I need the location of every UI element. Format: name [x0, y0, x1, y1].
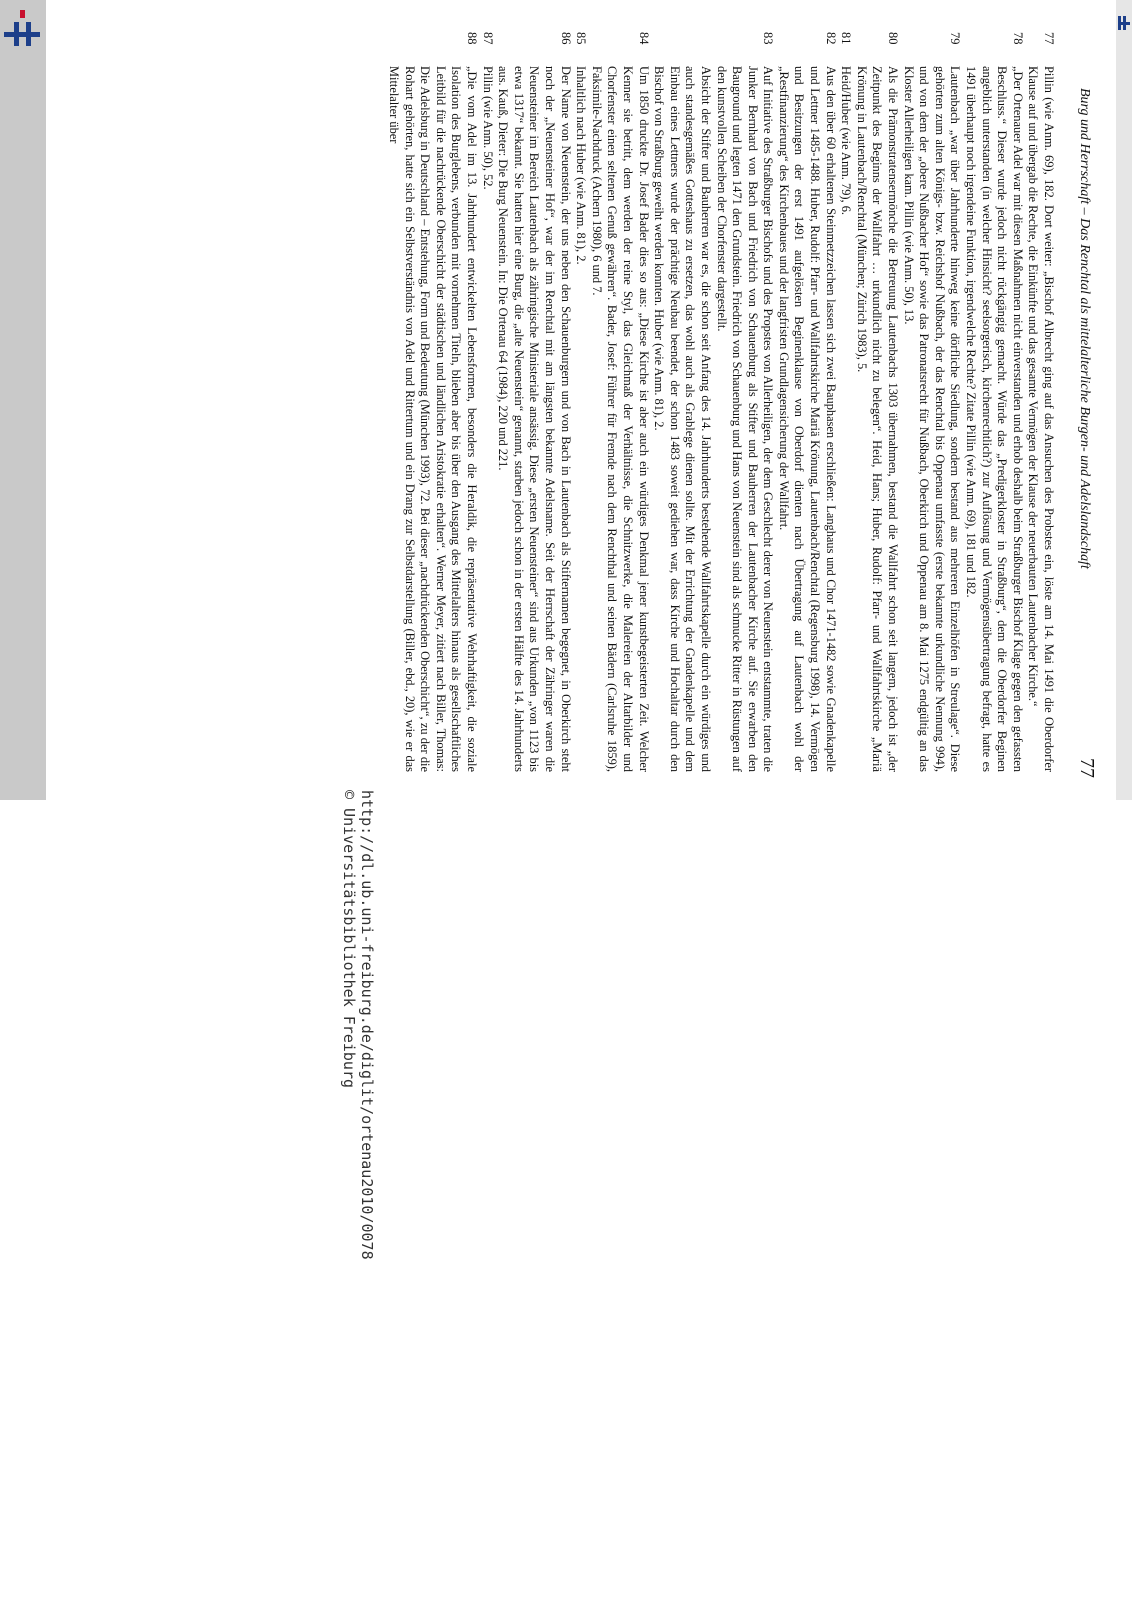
- footnote-text: Heid/Huber (wie Anm. 79), 6.: [839, 66, 854, 216]
- library-logo-icon[interactable]: [2, 4, 42, 52]
- footnote: [900, 32, 962, 772]
- footnote-number: 84: [636, 32, 651, 45]
- footnote-number: 86: [558, 32, 573, 45]
- footnote-text: Pillin (wie Anm. 50), 52.: [480, 66, 495, 190]
- footnote: [962, 32, 1024, 772]
- footnote-text: Pillin (wie Anm. 69), 182. Dort weiter: „Bischof Albrecht ging auf das Ansuchen des Probstes ein, löste am 14. Mai 1491 die Oberdorfer Klause auf und übergab die Rechte, die Einkünfte und das gesamte Vermögen der Klause der neuerbauten Lautenbacher Kirche.“: [1026, 66, 1056, 772]
- logo-fragment-icon: [1118, 16, 1130, 30]
- footnote-number: 80: [886, 32, 901, 45]
- footnote: [573, 32, 589, 772]
- footnote-text: Auf Initiative des Straßburger Bischofs und des Propstes von Allerheiligen, der dem Geschlecht derer von Neuenstein entstammte, traten die Junker Bernhard von Bach und Friedrich von Schauenburg als Stifter und Bauherren der Lautenbacher Kirche auf. Sie erwarben den Bauground und legten 1471 den Grundstein. Friedrich von Schauenburg und Hans von Neuenstein sind als schmucke Ritter in Rüstungen auf den kunstvollen Scheiben der Chorfenster dargestellt.: [714, 66, 776, 772]
- watermark-url[interactable]: http://dl.ub.uni-freiburg.de/diglit/ortenau2010/0078: [358, 790, 376, 1260]
- footnote-number: 82: [823, 32, 838, 45]
- footnote: [1025, 32, 1056, 772]
- footnote-number: [651, 32, 713, 66]
- rotated-page-content: [92, 20, 1100, 780]
- footnote: [651, 32, 713, 772]
- footnote: [495, 32, 573, 772]
- footnote-number: 83: [761, 32, 776, 45]
- footnote-text: Inhaltlich nach Huber (wie Anm. 81), 2.: [574, 66, 589, 265]
- running-header: [1070, 20, 1100, 780]
- page-number: 77: [1076, 758, 1098, 778]
- footnotes: [385, 32, 1056, 772]
- footnote-number: 88: [465, 32, 480, 45]
- footnote-number: 77: [1042, 32, 1056, 45]
- running-title: Burg und Herrschaft – Das Renchtal als mittelalterliche Burgen- und Adelslandschaft: [1077, 88, 1092, 569]
- footnote-text: „Die vom Adel im 13. Jahrhundert entwickelten Lebensformen, besonders die Heraldik, die repräsentative Wehrhaftigkeit, die soziale Isolation des Burglebens, verbunden mit vornehmen Titeln, blieben aber bis über den Ausgang des Mittelalters hinaus als gesellschaftliches Leitbild für die nachrückende Oberschicht der städtischen und ländlichen Aristokratie erhalten“. Werner Meyer, zitiert nach Biller, Thomas: Die Adelsburg in Deutschland – Entstehung, Form und Bedeutung (München 1993), 72. Bei dieser „nachdrückenden Oberschicht“, zu der die Rohart gehörten, hatte sich ein Selbstverständnis von Adel und Rittertum und ein Drang zur Selbstdarstellung (Biller, ebd., 20), wie er das Mittelalter über: [387, 66, 480, 772]
- footnote: [775, 32, 837, 772]
- footnote: [385, 32, 479, 772]
- footnote-number: 85: [574, 32, 589, 45]
- watermark-copyright: © Universitätsbibliothek Freiburg: [340, 790, 358, 1089]
- footnote-text: Der Name von Neuenstein, der uns neben den Schauenburgern und von Bach in Lautenbach als Stifternamen begegnet, in Oberkirch steht noch der „Neuensteiner Hof“, war der im Renchtal mit am längsten bekannte Adelsname. Seit der Herrschaft der Zähringer waren die Neuensteiner im Bereich Lautenbach als zähringische Ministeriale ansässig. Diese „ersten Neuensteiner“ sind aus Urkunden „von 1123 bis etwa 1317“ bekannt. Sie hatten hier eine Burg, die „alte Neuenstein“ genannt, starben jedoch schon in der ersten Hälfte des 14. Jahrhunderts aus. Kauß, Dieter: Die Burg Neuenstein. In: Die Ortenau 64 (1984), 220 und 221.: [496, 66, 573, 772]
- footnote-text: Als die Prämonstratensermönche die Betreuung Lautenbachs 1303 übernahmen, bestand die Wallfahrt schon seit langem, jedoch ist „der Zeitpunkt des Beginns der Wallfahrt … urkundlich nicht zu belegen“. Heid, Hans; Huber, Rudolf: Pfarr- und Wallfahrtskirche „Mariä Krönung in Lautenbach/Renchtal (München; Zürich 1983), 5.: [854, 66, 901, 772]
- footnote: [588, 32, 650, 772]
- footnote-number: 81: [839, 32, 854, 45]
- footnote-number: 78: [1010, 32, 1025, 45]
- viewer-left-rail: [0, 0, 46, 800]
- footnote-text: Um 1850 druckte Dr. Josef Bader dies so aus: „Diese Kirche ist aber auch ein würdiges Denkmal jener kunstbegeisterten Zeit. Welcher Kenner sie betritt, dem werden der reine Styl, das Gleichmaß der Verhältnisse, die Schnitzwerke, die Malereien der Altarbilder und Chorfenster einen seltenen Genuß gewähren“. Bader, Josef: Führer für Fremde nach dem Renchthal und seinen Bädern (Carlsruhe 1859), Faksimile-Nachdruck (Achern 1980), 6 und 7.: [589, 66, 651, 772]
- footnote-text: Lautenbach „war über Jahrhunderte hinweg keine dörfliche Siedlung, sondern bestand aus mehreren Einzelhöfen in Streulage“. Diese gehörten zum alten Königs- bzw. Reichshof Nußbach, der das Renchtal bis Oppenau umfasste (erste bekannte urkundliche Nennung 994), und von dem der „obere Nußbacher Hof“ sowie das Patronatsrecht für Nußbach, Oberkirch und Oppenau am 8. Mai 1275 endgültig an das Kloster Allerheiligen kam. Pillin (wie Anm. 50), 13.: [901, 66, 963, 772]
- footnote: [838, 32, 854, 772]
- footnote-text: Absicht der Stifter und Bauherren war es, die schon seit Anfang des 14. Jahrhunderts bestehende Wallfahrtskapelle durch ein würdiges und auch standesgemäßes Gotteshaus zu ersetzen, das wohl auch als Grablege dienen sollte. Mit der Errichtung der Gnadenkapelle und dem Einbau eines Lettners wurde der prächtige Neubau beendet, der schon 1483 soweit gediehen war, dass Kirche und Hochaltar durch den Bischof von Straßburg geweiht werden konnten. Huber (wie Anm. 81), 2.: [652, 66, 713, 772]
- watermark: [340, 790, 380, 1600]
- page-edge-strip: [1116, 0, 1132, 800]
- footnote: [479, 32, 495, 772]
- footnote: [713, 32, 775, 772]
- footnote-number: 79: [948, 32, 963, 45]
- footnote-text: „Der Ortenauer Adel war mit diesen Maßnahmen nicht einverstanden und erhob deshalb beim Straßburger Bischof Klage gegen den gefassten Beschluss.“ Dieser wurde jedoch nicht rückgängig gemacht. Würde das „Predigerkloster in Straßburg“, dem die Oberdorfer Beginen angeblich unterstanden (in welcher Hinsicht? seelsorgerisch, kirchenrechtlich?) zur Auflösung und Vermögensübertragung befragt, hatte es 1491 überhaupt noch irgendeine Funktion, irgendwelche Rechte? Zitate Pillin (wie Anm. 69), 181 und 182.: [964, 66, 1025, 772]
- footnote-number: 87: [480, 32, 495, 45]
- footnote: [853, 32, 900, 772]
- footnote-text: Aus den über 60 erhaltenen Steinmetzzeichen lassen sich zwei Bauphasen erschließen: Langhaus und Chor 1471-1482 sowie Gnadenkapelle und Lettner 1485-1488. Huber, Rudolf: Pfarr- und Wallfahrtskirche Mariä Krönung, Lautenbach/Renchtal (Regensburg 1998), 14. Vermögen und Besitzungen der erst 1491 aufgelösten Beginenklause von Oberdorf dienten nach Übertragung auf Lautenbach wohl der „Restfinanzierung“ des Kirchenbaues und der langfristen Grundlagensicherung der Wallfahrt.: [776, 66, 838, 772]
